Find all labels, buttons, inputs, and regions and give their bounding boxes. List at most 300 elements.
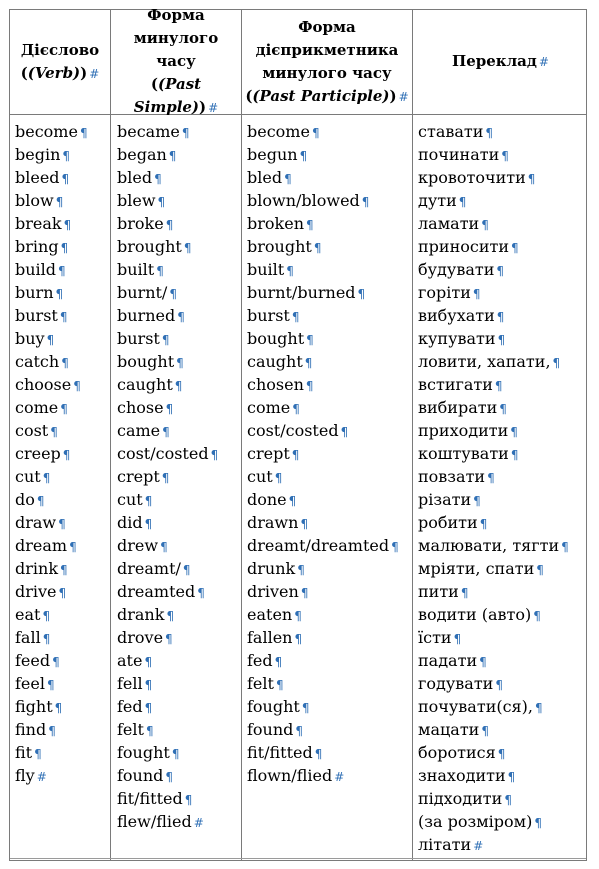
cell-text: burst (247, 306, 290, 325)
cell-text: break (15, 214, 62, 233)
cell-text: brought (247, 237, 312, 256)
pilcrow-icon: ¶ (511, 241, 519, 255)
pilcrow-icon: ¶ (60, 402, 68, 416)
table-cell-line (117, 649, 218, 672)
cell-text: catch (15, 352, 60, 371)
pilcrow-icon: ¶ (183, 241, 192, 255)
column-divider (241, 10, 242, 860)
pilcrow-icon: ¶ (297, 563, 305, 577)
table-cell-line (418, 235, 569, 258)
table-cell-line (247, 212, 399, 235)
header-verb: Дієслово ((Verb)) # (20, 40, 100, 82)
cell-text: вибухати (418, 306, 495, 325)
table-cell-line (117, 120, 218, 143)
cell-text: bled (117, 168, 153, 187)
cell-text: begun (247, 145, 298, 164)
table-cell-line (15, 626, 88, 649)
cell-text: eat (15, 605, 41, 624)
cell-text: caught (117, 375, 173, 394)
bottom-row-divider (10, 858, 586, 859)
table-cell-line (15, 212, 88, 235)
table-cell-line (247, 442, 399, 465)
table-cell-line (117, 419, 218, 442)
table-cell-line (117, 442, 218, 465)
cell-text: ламати (418, 214, 480, 233)
pilcrow-icon: ¶ (536, 563, 544, 577)
pilcrow-icon: ¶ (275, 678, 284, 692)
table-cell-line (117, 465, 218, 488)
table-cell-line (117, 557, 218, 580)
pilcrow-icon: ¶ (79, 126, 88, 140)
cell-text: dreamt/ (117, 559, 181, 578)
pilcrow-icon: ¶ (294, 632, 303, 646)
cell-text: ставати (418, 122, 484, 141)
pilcrow-icon: ¶ (305, 379, 314, 393)
pilcrow-icon: ¶ (169, 287, 177, 301)
cell-text: became (117, 122, 180, 141)
pilcrow-icon: ¶ (284, 172, 292, 186)
table-cell-line (247, 741, 399, 764)
table-cell-line (418, 143, 569, 166)
cell-text: мріяти, спати (418, 559, 535, 578)
cell-text: creep (15, 444, 61, 463)
pilcrow-icon: ¶ (294, 609, 302, 623)
pilcrow-icon: ¶ (177, 310, 185, 324)
table-cell-line (117, 603, 218, 626)
pilcrow-icon: ¶ (145, 724, 154, 738)
pilcrow-icon: ¶ (161, 333, 170, 347)
cell-text: bled (247, 168, 283, 187)
pilcrow-icon: ¶ (496, 264, 505, 278)
cell-text: dream (15, 536, 68, 555)
cell-end-mark-icon: # (89, 66, 100, 81)
table-cell-line (117, 258, 218, 281)
pilcrow-icon: ¶ (69, 540, 77, 554)
cell-text: cut (15, 467, 41, 486)
pilcrow-icon: ¶ (391, 540, 399, 554)
table-cell-line (15, 120, 88, 143)
table-cell-line (418, 580, 569, 603)
pilcrow-icon: ¶ (60, 241, 69, 255)
cell-end-mark-icon: # (538, 55, 549, 69)
pilcrow-icon: ¶ (292, 402, 300, 416)
table-cell-line (247, 166, 399, 189)
pilcrow-icon: ¶ (472, 287, 481, 301)
table-cell-line (247, 258, 399, 281)
table-cell-line (15, 350, 88, 373)
table-cell-line (418, 120, 569, 143)
table-cell-line (418, 258, 569, 281)
table-cell-line (418, 718, 569, 741)
pilcrow-icon: ¶ (314, 747, 323, 761)
table-cell-line (117, 396, 218, 419)
table-cell-line (15, 465, 88, 488)
cell-text: водити (авто) (418, 605, 532, 624)
cell-text: горіти (418, 283, 471, 302)
cell-text: find (15, 720, 47, 739)
cell-text: cost (15, 421, 49, 440)
table-cell-line (15, 764, 88, 787)
pilcrow-icon: ¶ (479, 655, 487, 669)
pilcrow-icon: ¶ (291, 448, 300, 462)
column-divider (110, 10, 111, 860)
pilcrow-icon: ¶ (58, 517, 66, 531)
cell-text: crept (117, 467, 160, 486)
pilcrow-icon: ¶ (487, 471, 495, 485)
pilcrow-icon: ¶ (534, 701, 543, 715)
cell-text: будувати (418, 260, 495, 279)
table-cell-line (15, 143, 88, 166)
cell-end-mark-icon: # (208, 101, 219, 115)
pilcrow-icon: ¶ (300, 586, 309, 600)
cell-text: fell (117, 674, 143, 693)
table-cell-line (247, 764, 399, 787)
header-past-participle: Форма дієприкметника минулого часу ((Past Participle)) # (245, 17, 409, 105)
cell-text: drew (117, 536, 159, 555)
pilcrow-icon: ¶ (58, 586, 67, 600)
cell-text: burnt/ (117, 283, 168, 302)
cell-text: різати (418, 490, 472, 509)
pilcrow-icon: ¶ (274, 471, 283, 485)
pilcrow-icon: ¶ (453, 632, 462, 646)
pilcrow-icon: ¶ (42, 609, 51, 623)
cell-text: fall (15, 628, 41, 647)
cell-text: fed (247, 651, 273, 670)
pilcrow-icon: ¶ (304, 356, 313, 370)
table-cell-line (247, 626, 399, 649)
table-cell-line (418, 304, 569, 327)
pilcrow-icon: ¶ (154, 172, 162, 186)
table-cell-line (247, 695, 399, 718)
header-text: Форма (147, 6, 205, 24)
table-cell-line (418, 741, 569, 764)
table-cell-line (15, 695, 88, 718)
cell-text: eaten (247, 605, 293, 624)
table-cell-line (418, 166, 569, 189)
pilcrow-icon: ¶ (50, 425, 58, 439)
cell-text: ate (117, 651, 143, 670)
cell-text: fly (15, 766, 35, 785)
table-cell-line (247, 718, 399, 741)
header-translation (413, 10, 588, 114)
pilcrow-icon: ¶ (306, 218, 314, 232)
table-cell-line (247, 603, 399, 626)
table-cell-line (247, 511, 399, 534)
pilcrow-icon: ¶ (73, 379, 81, 393)
pilcrow-icon: ¶ (479, 517, 488, 531)
cell-text: blow (15, 191, 54, 210)
cell-text: fought (117, 743, 170, 762)
pilcrow-icon: ¶ (306, 333, 314, 347)
cell-text: flown/flied (247, 766, 333, 785)
cell-text: come (247, 398, 291, 417)
pilcrow-icon: ¶ (165, 632, 173, 646)
table-cell-line (247, 120, 399, 143)
pilcrow-icon: ¶ (485, 126, 494, 140)
table-cell-line (117, 741, 218, 764)
cell-text: broken (247, 214, 304, 233)
cell-text: chosen (247, 375, 304, 394)
table-cell-line (15, 396, 88, 419)
cell-text: built (117, 260, 155, 279)
cell-text: felt (117, 720, 144, 739)
table-cell-line (418, 373, 569, 396)
table-cell-line (247, 189, 399, 212)
cell-text: bleed (15, 168, 60, 187)
table-cell-line (117, 488, 218, 511)
pilcrow-icon: ¶ (166, 609, 175, 623)
pilcrow-icon: ¶ (42, 632, 51, 646)
cell-text: купувати (418, 329, 496, 348)
pilcrow-icon: ¶ (501, 149, 509, 163)
table-cell-line (247, 580, 399, 603)
table-cell-line (15, 580, 88, 603)
pilcrow-icon: ¶ (504, 793, 512, 807)
cell-text: feel (15, 674, 45, 693)
table-cell-line (117, 787, 218, 810)
table-cell-line (418, 810, 569, 833)
table-cell-line (418, 488, 569, 511)
cell-text: робити (418, 513, 478, 532)
table-cell-line (117, 373, 218, 396)
table-cell-line (117, 327, 218, 350)
table-cell-line (247, 143, 399, 166)
table-cell-line (418, 603, 569, 626)
cell-text: came (117, 421, 161, 440)
cell-text: fit (15, 743, 33, 762)
cell-text: burst (15, 306, 58, 325)
cell-text: found (247, 720, 294, 739)
cell-text: dreamted (117, 582, 196, 601)
pilcrow-icon: ¶ (184, 793, 193, 807)
table-cell-line (15, 327, 88, 350)
cell-text: (за розміром) (418, 812, 533, 831)
pilcrow-icon: ¶ (54, 701, 63, 715)
table-cell-line (117, 810, 218, 833)
table-cell-line (418, 350, 569, 373)
cell-text: приходити (418, 421, 509, 440)
table-cell-line (247, 304, 399, 327)
header-past-simple: Форма минулого часу ((Past Simple)) # (133, 6, 219, 116)
table-cell-line (117, 672, 218, 695)
cell-text: began (117, 145, 167, 164)
pilcrow-icon: ¶ (533, 609, 541, 623)
table-cell-line (418, 212, 569, 235)
cell-text: годувати (418, 674, 494, 693)
pilcrow-icon: ¶ (176, 356, 184, 370)
pilcrow-icon: ¶ (197, 586, 205, 600)
cell-text: broke (117, 214, 164, 233)
cell-text: fed (117, 697, 143, 716)
header-text: Форма (298, 17, 356, 36)
cell-text: burn (15, 283, 54, 302)
cell-text: bring (15, 237, 59, 256)
table-cell-line (15, 741, 88, 764)
cell-text: cost/costed (247, 421, 339, 440)
table-cell-line (247, 672, 399, 695)
table-cell-line (418, 833, 569, 856)
table-cell-line (15, 373, 88, 396)
cell-end-mark-icon: # (398, 89, 409, 104)
pilcrow-icon: ¶ (144, 701, 153, 715)
header-text: минулого (133, 29, 219, 47)
column-divider (412, 10, 413, 860)
cell-text: fit/fitted (247, 743, 313, 762)
pilcrow-icon: ¶ (497, 747, 506, 761)
pilcrow-icon: ¶ (62, 149, 71, 163)
table-cell-line (418, 649, 569, 672)
pilcrow-icon: ¶ (157, 195, 166, 209)
verb-column (15, 120, 88, 787)
table-cell-line (418, 442, 569, 465)
cell-text: caught (247, 352, 303, 371)
cell-text: felt (247, 674, 274, 693)
cell-text: кровоточити (418, 168, 526, 187)
table-cell-line (247, 534, 399, 557)
past-participle-column (247, 120, 399, 787)
cell-text: drank (117, 605, 165, 624)
table-cell-line (247, 327, 399, 350)
pilcrow-icon: ¶ (510, 448, 519, 462)
cell-text: drink (15, 559, 59, 578)
pilcrow-icon: ¶ (291, 310, 300, 324)
cell-text: малювати, тягти (418, 536, 560, 555)
header-text: (Verb) (27, 63, 81, 82)
cell-text: fit/fitted (117, 789, 183, 808)
pilcrow-icon: ¶ (561, 540, 569, 554)
pilcrow-icon: ¶ (34, 747, 42, 761)
pilcrow-icon: ¶ (165, 218, 174, 232)
pilcrow-icon: ¶ (60, 563, 68, 577)
cell-text: do (15, 490, 35, 509)
cell-text: повзати (418, 467, 486, 486)
pilcrow-icon: ¶ (534, 816, 542, 830)
cell-text: feed (15, 651, 51, 670)
cell-text: become (247, 122, 310, 141)
table-cell-line (418, 511, 569, 534)
table-cell-line (15, 603, 88, 626)
pilcrow-icon: ¶ (59, 310, 68, 324)
cell-text: begin (15, 145, 61, 164)
pilcrow-icon: ¶ (62, 448, 71, 462)
pilcrow-icon: ¶ (300, 517, 309, 531)
table-cell-line (418, 787, 569, 810)
header-text: Переклад (452, 52, 537, 70)
table-cell-line (247, 557, 399, 580)
table-cell-line (247, 235, 399, 258)
pilcrow-icon: ¶ (210, 448, 219, 462)
table-cell-line (247, 465, 399, 488)
cell-text: buy (15, 329, 45, 348)
table-cell-line (15, 258, 88, 281)
pilcrow-icon: ¶ (510, 425, 518, 439)
pilcrow-icon: ¶ (494, 379, 503, 393)
cell-text: brought (117, 237, 182, 256)
verb-table (9, 6, 587, 861)
table-cell-line (247, 419, 399, 442)
table-cell-line (418, 764, 569, 787)
pilcrow-icon: ¶ (161, 471, 170, 485)
pilcrow-icon: ¶ (286, 264, 294, 278)
table-cell-line (15, 304, 88, 327)
cell-text: cost/costed (117, 444, 209, 463)
pilcrow-icon: ¶ (181, 126, 190, 140)
table-cell-line (247, 649, 399, 672)
pilcrow-icon: ¶ (55, 195, 64, 209)
pilcrow-icon: ¶ (357, 287, 366, 301)
cell-text: crept (247, 444, 290, 463)
pilcrow-icon: ¶ (481, 724, 489, 738)
cell-text: built (247, 260, 285, 279)
cell-text: вибирати (418, 398, 498, 417)
cell-text: починати (418, 145, 500, 164)
pilcrow-icon: ¶ (165, 402, 174, 416)
cell-text: chose (117, 398, 164, 417)
past-simple-column (117, 120, 218, 833)
table-cell-line (117, 626, 218, 649)
pilcrow-icon: ¶ (144, 655, 153, 669)
pilcrow-icon: ¶ (182, 563, 191, 577)
pilcrow-icon: ¶ (295, 724, 304, 738)
table-cell-line (117, 534, 218, 557)
pilcrow-icon: ¶ (274, 655, 283, 669)
pilcrow-icon: ¶ (311, 126, 320, 140)
table-cell-line (418, 695, 569, 718)
table-cell-line (15, 649, 88, 672)
cell-text: blew (117, 191, 156, 210)
table-cell-line (15, 419, 88, 442)
pilcrow-icon: ¶ (499, 402, 507, 416)
table-cell-line (117, 580, 218, 603)
cell-text: bought (117, 352, 175, 371)
pilcrow-icon: ¶ (495, 678, 503, 692)
table-cell-line (418, 419, 569, 442)
table-cell-line (247, 350, 399, 373)
pilcrow-icon: ¶ (46, 678, 55, 692)
pilcrow-icon: ¶ (168, 149, 177, 163)
cell-text: підходити (418, 789, 503, 808)
cell-text: driven (247, 582, 299, 601)
table-cell-line (418, 189, 569, 212)
cell-text: build (15, 260, 57, 279)
pilcrow-icon: ¶ (156, 264, 164, 278)
pilcrow-icon: ¶ (288, 494, 297, 508)
pilcrow-icon: ¶ (144, 517, 153, 531)
pilcrow-icon: ¶ (496, 310, 505, 324)
table-cell-line (117, 281, 218, 304)
pilcrow-icon: ¶ (58, 264, 66, 278)
cell-text: burst (117, 329, 160, 348)
cell-text: боротися (418, 743, 496, 762)
cell-text: become (15, 122, 78, 141)
pilcrow-icon: ¶ (552, 356, 561, 370)
cell-text: choose (15, 375, 72, 394)
table-cell-line (117, 350, 218, 373)
header-text: часу (156, 52, 196, 70)
cell-text: fallen (247, 628, 293, 647)
pilcrow-icon: ¶ (497, 333, 506, 347)
header-divider (10, 114, 586, 115)
cell-text: cut (247, 467, 273, 486)
pilcrow-icon: ¶ (165, 770, 174, 784)
pilcrow-icon: ¶ (301, 701, 310, 715)
cell-text: знаходити (418, 766, 506, 785)
cell-end-mark-icon: # (193, 816, 204, 830)
table-cell-line (418, 465, 569, 488)
table-cell-line (15, 189, 88, 212)
cell-end-mark-icon: # (36, 770, 47, 784)
header-text: (Past Participle) (252, 86, 390, 105)
